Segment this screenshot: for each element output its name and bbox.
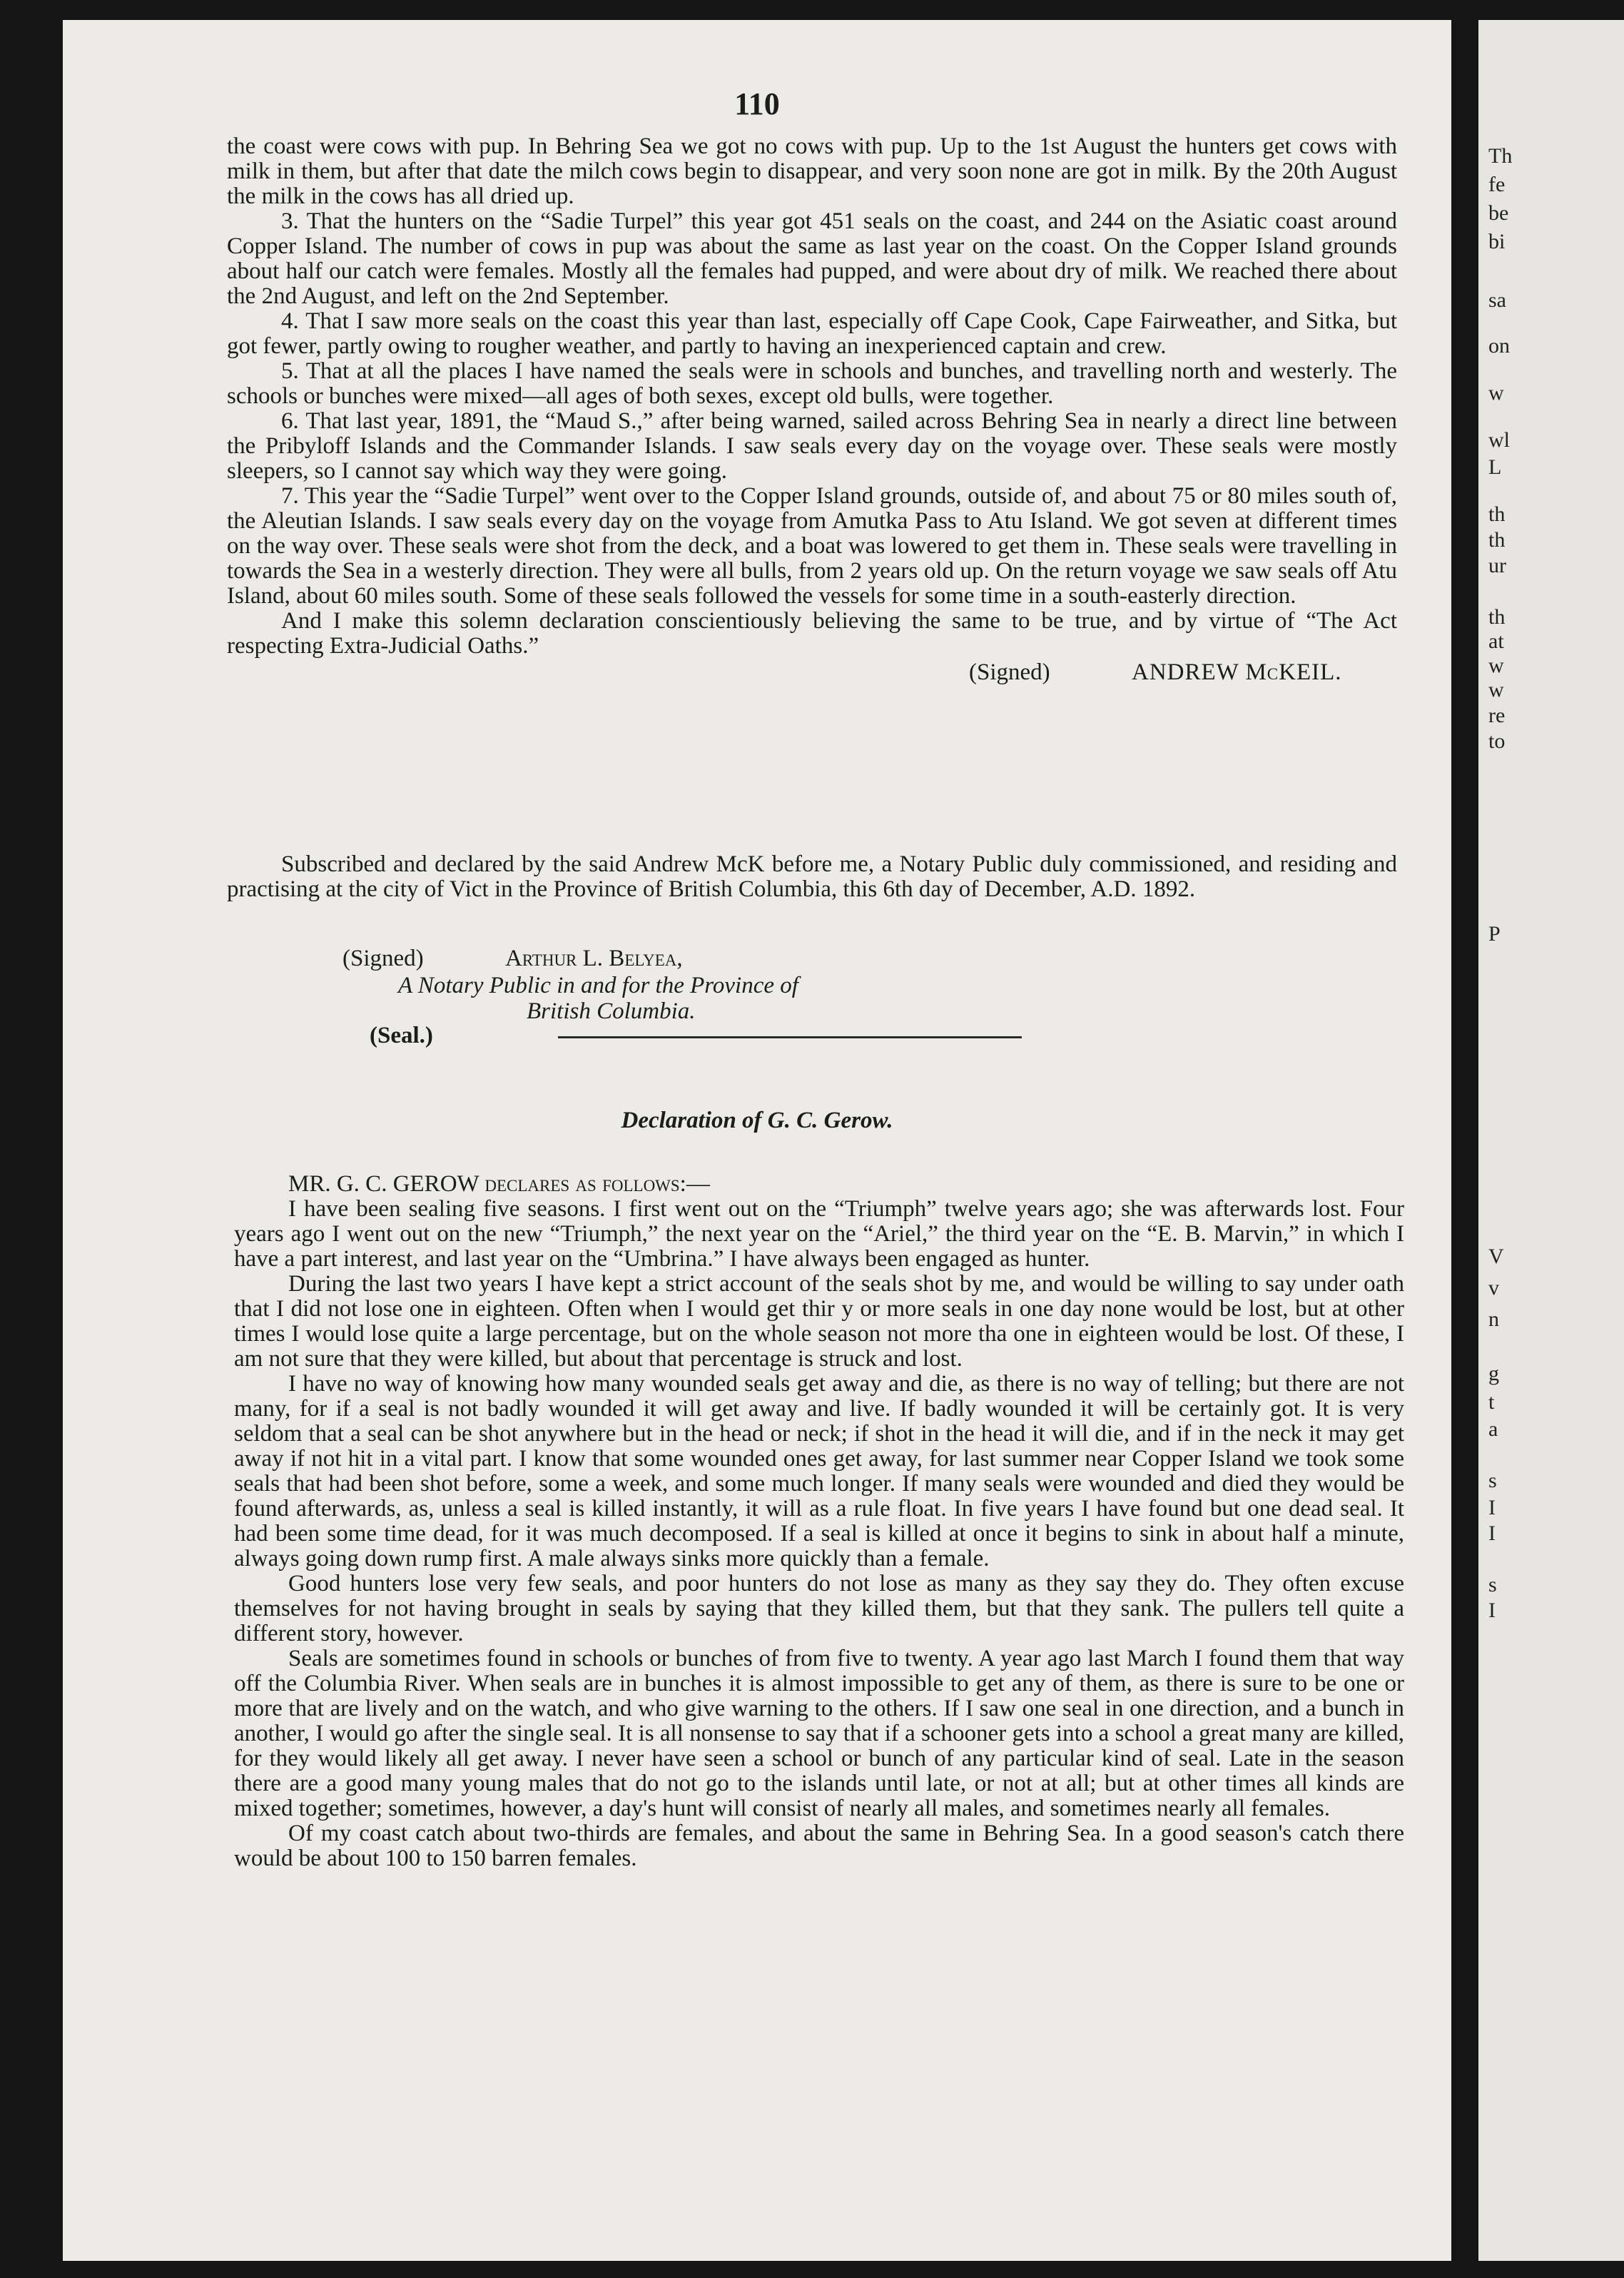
paragraph: 5. That at all the places I have named the seals were in schools and bunches, and travelling north and westerly. The schools or bunches were mixed—all ages of both sexes, except old bulls, were together. <box>227 358 1397 409</box>
margin-fragment: n <box>1488 1307 1499 1331</box>
paragraph: I have no way of knowing how many wounded seals get away and die, as there is no way of telling; but there are not many, for if a seal is not badly wounded it will get away and live. If badly wounded it will be certainly got. It is very seldom that a seal can be shot anywhere but in the head or neck; if shot in the head it will die, and if in the neck it may get away if not hit in a vital part. I know that some wounded ones get away, for last summer near Copper Island we took some seals that had been shot before, some a week, and some much longer. If many seals were wounded and died they would be found afterwards, as, unless a seal is killed instantly, it will as a rule float. In five years I have found but one dead seal. It had been some time dead, for it was much decomposed. If a seal is killed at once it begins to sink in about half a minute, always going down rump first. A male always sinks more quickly than a female. <box>234 1371 1404 1571</box>
paragraph: 3. That the hunters on the “Sadie Turpel” this year got 451 seals on the coast, and 244 on the Asiatic coast around Copper Island. The number of cows in pup was about the same as last year on the coast. On the Copper Island grounds about half our catch were females. Mostly all the females had pupped, and were about dry of milk. We reached there about the 2nd August, and left on the 2nd September. <box>227 208 1397 309</box>
notary-title: A Notary Public in and for the Province of <box>398 973 798 998</box>
margin-fragment: a <box>1488 1417 1498 1441</box>
margin-fragment: bi <box>1488 230 1506 253</box>
paragraph: 4. That I saw more seals on the coast this year than last, especially off Cape Cook, Cape Fairweather, and Sitka, but got fewer, partly owing to rougher weather, and partly to having an inexperienced captain and crew. <box>227 308 1397 359</box>
margin-fragment: th <box>1488 528 1506 552</box>
margin-fragment: w <box>1488 381 1504 405</box>
paragraph: 6. That last year, 1891, the “Maud S.,” after being warned, sailed across Behring Sea in nearly a direct line between the Pribyloff Islands and the Commander Islands. I saw seals every day on the voyage over. These seals were mostly sleepers, so I cannot say which way they were going. <box>227 408 1397 484</box>
margin-fragment: wl <box>1488 428 1510 452</box>
notary-subscription <box>227 852 1397 902</box>
document-page <box>63 20 1451 2261</box>
margin-fragment: w <box>1488 654 1504 677</box>
mckeil-declaration <box>227 134 1397 689</box>
margin-fragment: sa <box>1488 288 1506 312</box>
margin-fragment: th <box>1488 605 1506 629</box>
signed-label: (Signed) <box>342 946 424 971</box>
margin-fragment: I <box>1488 1599 1496 1622</box>
margin-fragment: I <box>1488 1522 1496 1545</box>
margin-fragment: at <box>1488 629 1504 653</box>
margin-fragment: be <box>1488 201 1509 225</box>
margin-fragment: re <box>1488 704 1506 727</box>
notary-name: Arthur L. Belyea, <box>505 946 683 971</box>
paragraph: 7. This year the “Sadie Turpel” went over to the Copper Island grounds, outside of, and about 75 or 80 miles south of, the Aleutian Islands. I saw seals every day on the voyage from Amutka Pass to Atu Island. We got seven at different times on the way over. These seals were shot from the deck, and a boat was lowered to get them in. These seals were travelling in towards the Sea in a westerly direction. They were all bulls, from 2 years old up. On the return voyage we saw seals off Atu Island, about 60 miles south. Some of these seals followed the vessels for some time in a south-easterly direction. <box>227 483 1397 609</box>
margin-fragment: Th <box>1488 144 1513 168</box>
margin-fragment: fe <box>1488 173 1506 196</box>
adjacent-page-edge <box>1478 20 1624 2261</box>
paragraph: Subscribed and declared by the said Andrew McK before me, a Notary Public duly commissioned, and residing and practising at the city of Vict in the Province of British Columbia, this 6th day of December, A.D. 1892. <box>227 851 1397 902</box>
margin-fragment: L <box>1488 455 1502 479</box>
section-heading: Declaration of G. C. Gerow. <box>621 1108 893 1133</box>
margin-fragment: g <box>1488 1362 1499 1385</box>
paragraph: During the last two years I have kept a strict account of the seals shot by me, and would be willing to say under oath that I did not lose one in eighteen. Often when I would get thir y or more seals in one day none would be lost, but at other times I would lose quite a large percentage, but on the whole season not more tha one in eighteen would be lost. Of these, I am not sure that they were killed, but about that percentage is struck and lost. <box>234 1271 1404 1372</box>
notary-title-province: British Columbia. <box>527 998 696 1024</box>
section-divider <box>558 1036 1022 1038</box>
paragraph: And I make this solemn declaration conscientiously believing the same to be true, and by virtue of “The Act respecting Extra-Judicial Oaths.” <box>227 608 1397 659</box>
page-number: 110 <box>734 86 780 121</box>
margin-fragment: V <box>1488 1245 1504 1268</box>
paragraph: I have been sealing five seasons. I first went out on the “Triumph” twelve years ago; she was afterwards lost. Four years ago I went out on the new “Triumph,” the next year on the “Ariel,” the third year on the “E. B. Marvin,” in which I have a part interest, and last year on the “Umbrina.” I have always been engaged as hunter. <box>234 1196 1404 1272</box>
margin-fragment: w <box>1488 678 1504 702</box>
margin-fragment: on <box>1488 334 1510 358</box>
margin-fragment: s <box>1488 1573 1497 1596</box>
margin-fragment: t <box>1488 1390 1495 1414</box>
gerow-declaration <box>234 1172 1404 1871</box>
margin-fragment: I <box>1488 1496 1496 1519</box>
paragraph: the coast were cows with pup. In Behring Sea we got no cows with pup. Up to the 1st August the hunters get cows with milk in them, but after that date the milch cows begin to disappear, and very soon none are got in milk. By the 20th August the milk in the cows has all dried up. <box>227 133 1397 209</box>
margin-fragment: s <box>1488 1469 1497 1492</box>
signature-line <box>227 659 1397 689</box>
declaration-lead: MR. G. C. GEROW declares as follows:— <box>288 1171 710 1197</box>
margin-fragment: th <box>1488 502 1506 526</box>
paragraph: Good hunters lose very few seals, and poor hunters do not lose as many as they say they do. They often excuse themselves for not having brought in seals by saying that they killed them, but that they sank. The pullers tell quite a different story, however. <box>234 1571 1404 1646</box>
margin-fragment: ur <box>1488 554 1506 577</box>
margin-fragment: to <box>1488 729 1506 753</box>
margin-fragment: P <box>1488 922 1501 946</box>
signed-label: (Signed) <box>969 659 1050 685</box>
paragraph: Of my coast catch about two-thirds are females, and about the same in Behring Sea. In a good season's catch there would be about 100 to 150 barren females. <box>234 1821 1404 1871</box>
margin-fragment: v <box>1488 1276 1499 1300</box>
paragraph: Seals are sometimes found in schools or bunches of from five to twenty. A year ago last March I found them that way off the Columbia River. When seals are in bunches it is almost impossible to get any of them, as there is sure to be one or more that are lively and on the watch, and who give warning to the others. If I saw one seal in one direction, and a bunch in another, I would go after the single seal. It is all nonsense to say that if a schooner gets into a school a great many are killed, for they would likely all get away. I never have seen a school or bunch of any particular kind of seal. Late in the season there are a good many young males that do not go to the islands until late, or not at all; but at other times all kinds are mixed together; sometimes, however, a day's hunt will consist of nearly all males, and sometimes nearly all females. <box>234 1646 1404 1821</box>
signatory-name: ANDREW McKEIL. <box>1132 659 1342 685</box>
seal-mark: (Seal.) <box>370 1023 433 1048</box>
